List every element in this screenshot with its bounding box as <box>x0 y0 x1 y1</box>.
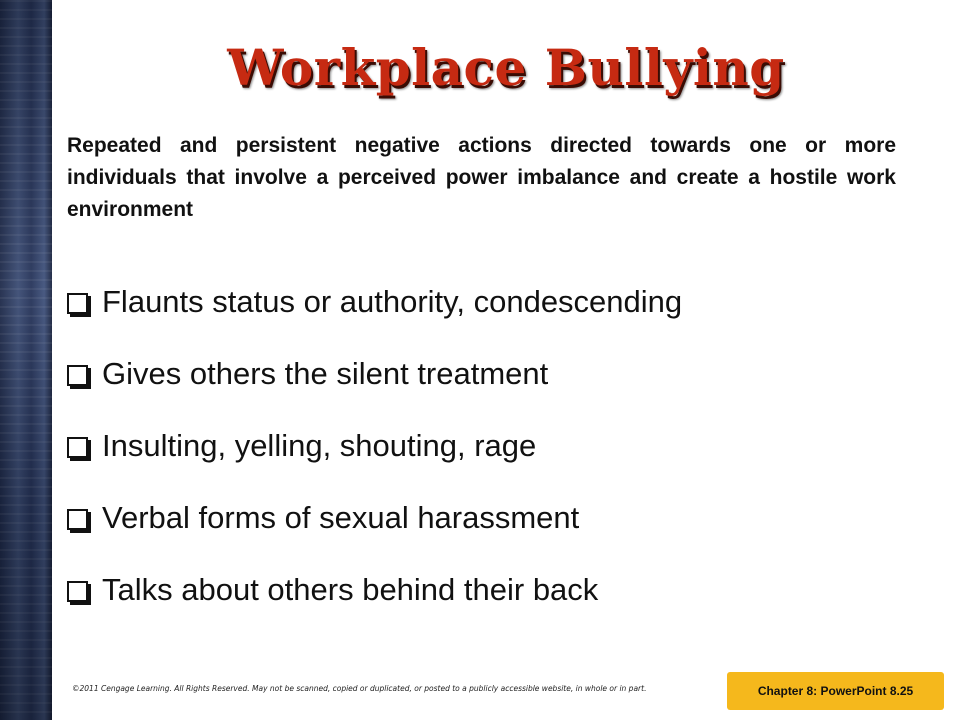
checkbox-icon <box>67 365 88 386</box>
bullet-item <box>67 410 682 482</box>
checkbox-icon <box>67 293 88 314</box>
bullet-list <box>67 266 682 626</box>
bullet-text: Flaunts status or authority, condescending <box>102 284 683 319</box>
checkbox-icon <box>67 509 88 530</box>
slide-title: Workplace Bullying <box>227 38 785 97</box>
chapter-label: Chapter 8: PowerPoint 8.25 <box>757 684 914 698</box>
checkbox-icon <box>67 437 88 458</box>
side-strip-shading <box>0 0 52 720</box>
bullet-item <box>67 554 682 626</box>
bullet-text: Verbal forms of sexual harassment <box>102 500 580 535</box>
bullet-text: Gives others the silent treatment <box>102 356 549 391</box>
bullet-item <box>67 482 682 554</box>
bullet-item <box>67 266 682 338</box>
bullet-text: Talks about others behind their back <box>102 572 599 607</box>
bullet-text: Insulting, yelling, shouting, rage <box>102 428 537 463</box>
bullet-item <box>67 338 682 410</box>
definition-text: Repeated and persistent negative actions directed towards one or more individuals that involve a perceived power imbalance and create a hostile work environment <box>67 134 896 221</box>
decorative-side-strip <box>0 0 52 720</box>
copyright-notice: ©2011 Cengage Learning. All Rights Reserved. May not be scanned, copied or duplicated, or posted to a publicly accessible website, in whole or in part. <box>72 684 647 693</box>
checkbox-icon <box>67 581 88 602</box>
chapter-badge <box>727 672 944 710</box>
